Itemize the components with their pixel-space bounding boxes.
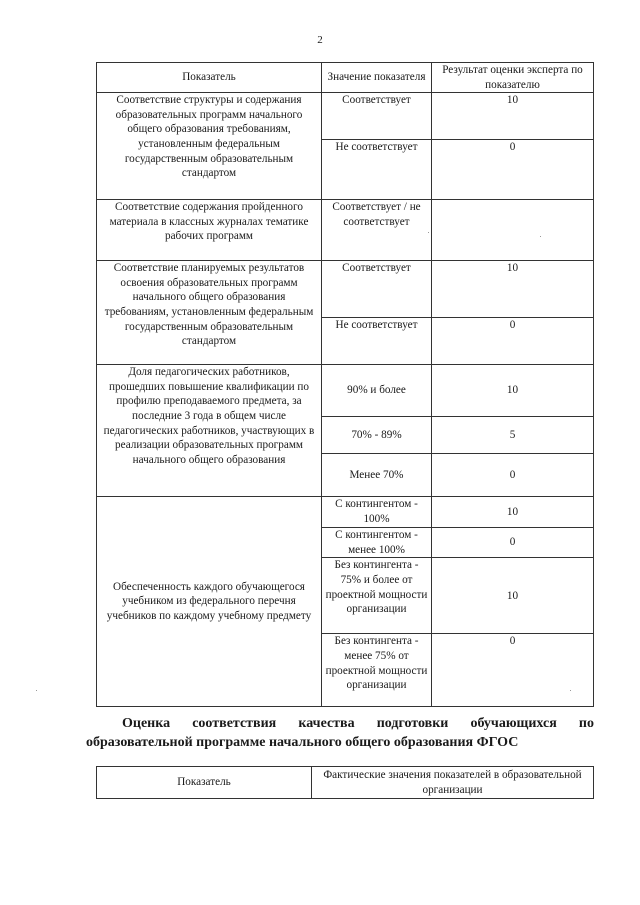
indicator-cell: Обеспеченность каждого обучающегося учебником из федерального перечня учебников по каждому учебному предмету bbox=[97, 497, 322, 707]
indicator-cell: Соответствие содержания пройденного материала в классных журналах тематике рабочих программ bbox=[97, 200, 322, 261]
score-cell: 10 bbox=[432, 558, 594, 634]
score-cell bbox=[432, 200, 594, 261]
value-cell: Без контингента - менее 75% от проектной мощности организации bbox=[322, 634, 432, 707]
score-cell: 0 bbox=[432, 528, 594, 558]
section-heading bbox=[86, 714, 594, 752]
value-cell: Менее 70% bbox=[322, 454, 432, 497]
score-cell: 0 bbox=[432, 454, 594, 497]
header-score: Результат оценки эксперта по показателю bbox=[432, 63, 594, 93]
score-cell: 10 bbox=[432, 93, 594, 140]
table-header-row bbox=[97, 63, 594, 93]
value-cell: С контингентом - менее 100% bbox=[322, 528, 432, 558]
header-value: Значение показателя bbox=[322, 63, 432, 93]
score-cell: 10 bbox=[432, 261, 594, 318]
indicator-cell: Соответствие структуры и содержания образовательных программ начального общего образования требованиям, установленным федеральным государственным образовательным стандартом bbox=[97, 93, 322, 200]
scan-speck bbox=[540, 236, 541, 237]
value-cell: Соответствует bbox=[322, 261, 432, 318]
score-cell: 0 bbox=[432, 318, 594, 365]
section-heading-line-1: Оценка соответствия качества подготовки обучающихся по bbox=[122, 716, 594, 731]
section-heading-line-2: образовательной программе начального общего образования ФГОС bbox=[86, 735, 519, 750]
score-cell: 0 bbox=[432, 634, 594, 707]
indicator-cell: Соответствие планируемых результатов освоения образовательных программ начального общего образования требованиям, установленным федеральным государственным образовательным стандартом bbox=[97, 261, 322, 365]
page-number: 2 bbox=[317, 34, 323, 46]
indicator-cell: Доля педагогических работников, прошедших повышение квалификации по профилю преподаваемого предмета, за последние 3 года в общем числе педагогических работников, участвующих в реализации образовательных программ начального общего образования bbox=[97, 365, 322, 497]
score-cell: 5 bbox=[432, 417, 594, 454]
value-cell: Без контингента - 75% и более от проектной мощности организации bbox=[322, 558, 432, 634]
value-cell: Соответствует / не соответствует bbox=[322, 200, 432, 261]
score-cell: 10 bbox=[432, 365, 594, 417]
header-indicator: Показатель bbox=[97, 767, 312, 799]
scan-speck bbox=[36, 690, 37, 691]
table-row bbox=[97, 93, 594, 140]
table-row bbox=[97, 261, 594, 318]
value-cell: 90% и более bbox=[322, 365, 432, 417]
value-cell: Соответствует bbox=[322, 93, 432, 140]
value-cell: Не соответствует bbox=[322, 318, 432, 365]
table-row bbox=[97, 365, 594, 417]
score-cell: 0 bbox=[432, 140, 594, 200]
header-indicator: Показатель bbox=[97, 63, 322, 93]
value-cell: Не соответствует bbox=[322, 140, 432, 200]
value-cell: 70% - 89% bbox=[322, 417, 432, 454]
value-cell: С контингентом - 100% bbox=[322, 497, 432, 528]
scan-speck bbox=[428, 232, 429, 233]
table-header-row bbox=[97, 767, 594, 799]
evaluation-table bbox=[96, 62, 594, 707]
table-row bbox=[97, 497, 594, 528]
score-cell: 10 bbox=[432, 497, 594, 528]
actual-values-table bbox=[96, 766, 594, 799]
header-actual-values: Фактические значения показателей в образовательной организации bbox=[312, 767, 594, 799]
table-row bbox=[97, 200, 594, 261]
scan-speck bbox=[570, 690, 571, 691]
